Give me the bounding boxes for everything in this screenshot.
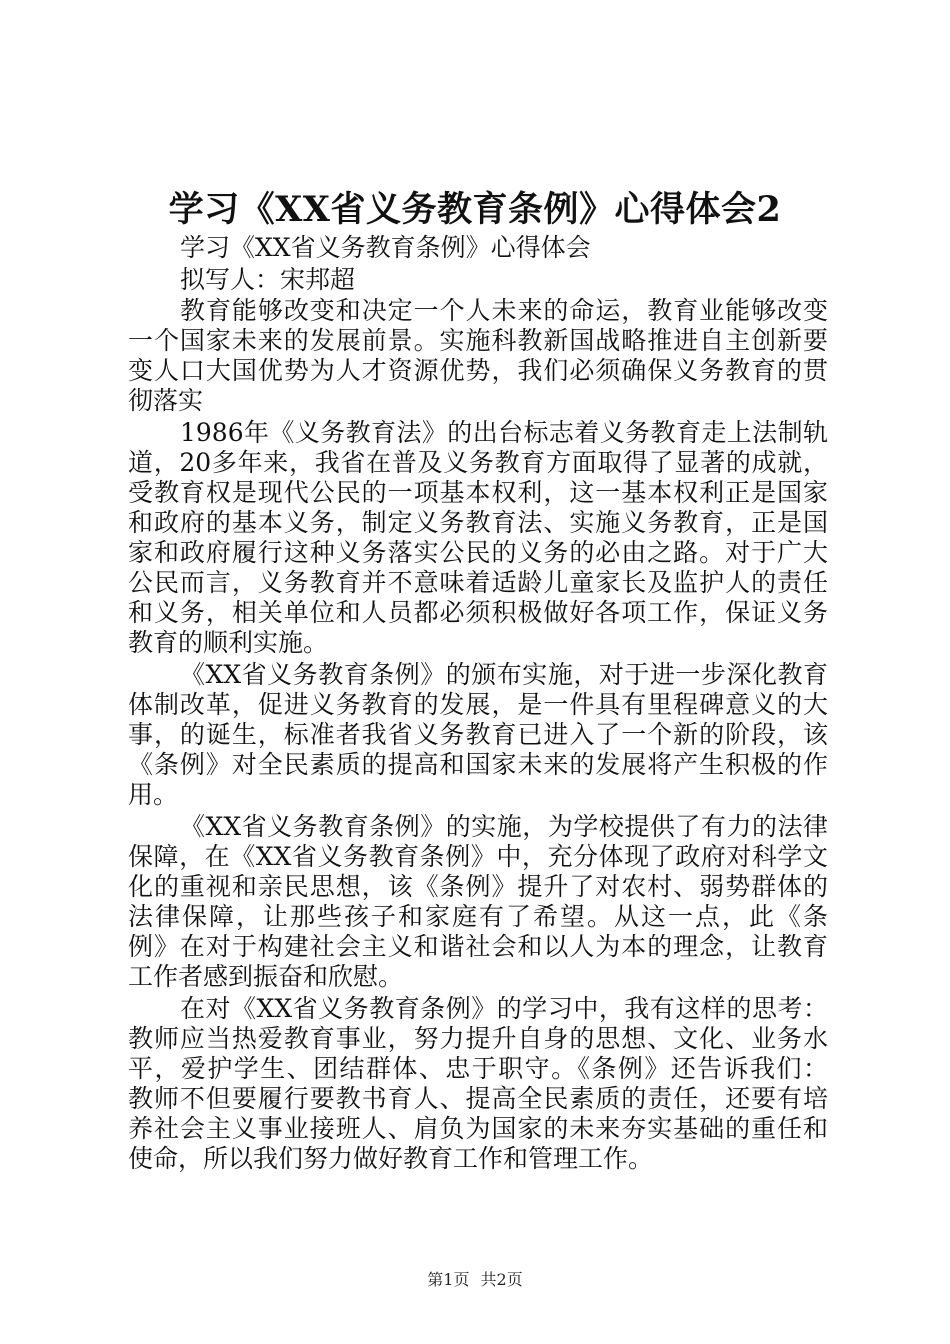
paragraph-line: 《XX省义务教育条例》的颁布实施，对于进一步深化教育 [180,660,828,689]
paragraph-list [128,296,828,1174]
paragraph [128,660,828,810]
paragraph-line: 和政府的基本义务，制定义务教育法、实施义务教育，正是国 [128,508,828,537]
paragraph-line: 养社会主义事业接班人、肩负为国家的未来夯实基础的重任和 [128,1114,828,1143]
page-footer [0,1270,950,1290]
paragraph-line: 工作者感到振奋和欣慰。 [128,962,404,991]
document-subtitle: 学习《XX省义务教育条例》心得体会 [180,233,591,262]
paragraph-line: 教师应当热爱教育事业，努力提升自身的思想、文化、业务水 [128,1024,828,1053]
document-author: 拟写人：宋邦超 [180,265,356,294]
paragraph-line: 例》在对于构建社会主义和谐社会和以人为本的理念，让教育 [128,932,828,961]
paragraph-line: 公民而言，义务教育并不意味着适龄儿童家长及监护人的责任 [128,568,828,597]
paragraph-line: 教育的顺利实施。 [128,628,329,657]
paragraph-line: 教师不但要履行要教书育人、提高全民素质的责任，还要有培 [128,1084,828,1113]
paragraph-line: 《XX省义务教育条例》的实施，为学校提供了有力的法律 [180,812,828,841]
paragraph-line: 道，20多年来，我省在普及义务教育方面取得了显著的成就， [128,448,828,477]
paragraph-line: 化的重视和亲民思想，该《条例》提升了对农村、弱势群体的 [128,872,828,901]
document-title: 学习《XX省义务教育条例》心得体会2 [168,189,782,230]
page-total: 共2页 [480,1270,523,1289]
paragraph-line: 事，的诞生，标准者我省义务教育已进入了一个新的阶段，该 [128,720,828,749]
paragraph-line: 用。 [128,780,179,809]
paragraph-line: 1986年《义务教育法》的出台标志着义务教育走上法制轨 [180,418,828,447]
paragraph-line: 家和政府履行这种义务落实公民的义务的必由之路。对于广大 [128,538,828,567]
paragraph [128,296,828,416]
paragraph-line: 法律保障，让那些孩子和家庭有了希望。从这一点，此《条 [128,902,828,931]
paragraph-line: 保障，在《XX省义务教育条例》中，充分体现了政府对科学文 [128,842,828,871]
paragraph-line: 和义务，相关单位和人员都必须积极做好各项工作，保证义务 [128,598,828,627]
paragraph [128,418,828,658]
paragraph [128,812,828,992]
page-number: 第1页 [427,1270,470,1289]
paragraph-line: 教育能够改变和决定一个人未来的命运，教育业能够改变 [180,296,828,325]
paragraph [128,994,828,1174]
paragraph-line: 体制改革，促进义务教育的发展，是一件具有里程碑意义的大 [128,690,828,719]
paragraph-line: 受教育权是现代公民的一项基本权利，这一基本权利正是国家 [128,478,828,507]
paragraph-line: 平，爱护学生、团结群体、忠于职守。《条例》还告诉我们： [128,1054,828,1083]
paragraph-line: 变人口大国优势为人才资源优势，我们必须确保义务教育的贯 [128,356,828,385]
document-body [128,232,828,1176]
paragraph-line: 使命，所以我们努力做好教育工作和管理工作。 [128,1144,654,1173]
paragraph-line: 《条例》对全民素质的提高和国家未来的发展将产生积极的作 [128,750,828,779]
paragraph-line: 彻落实 [128,386,204,415]
paragraph-line: 在对《XX省义务教育条例》的学习中，我有这样的思考： [180,994,828,1023]
paragraph-line: 一个国家未来的发展前景。实施科教新国战略推进自主创新要 [128,326,828,355]
